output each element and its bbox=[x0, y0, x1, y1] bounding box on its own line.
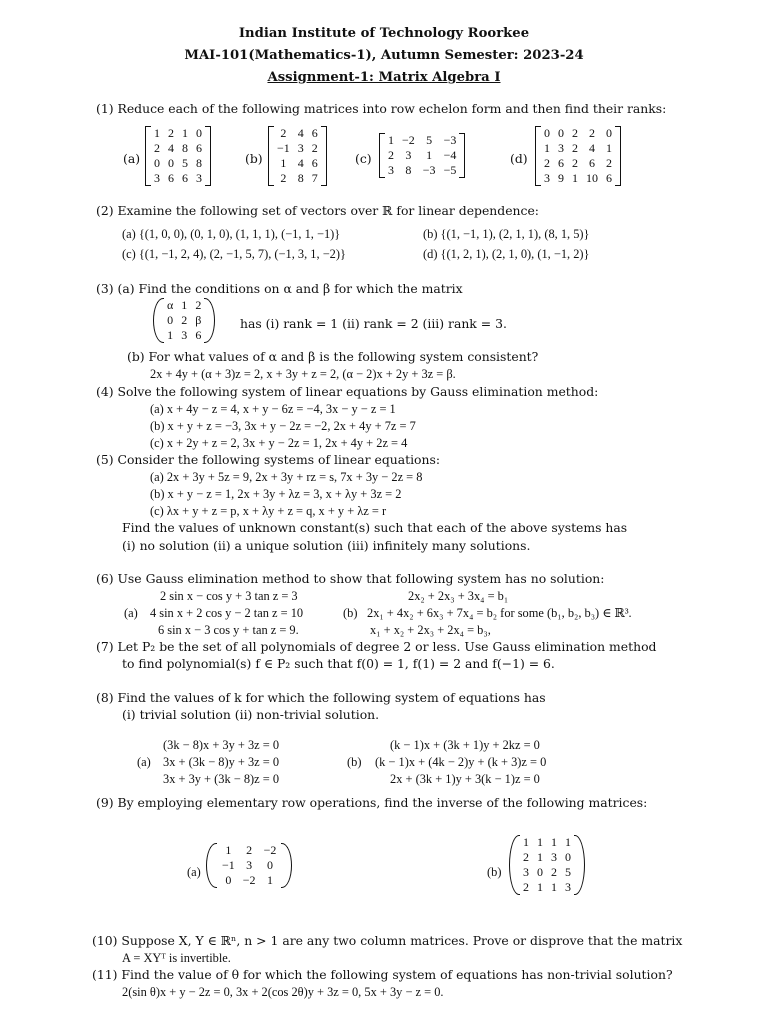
q1-matrix-d bbox=[535, 126, 621, 186]
q1-matrix-d-row bbox=[540, 156, 616, 171]
q9-matrix-a-row bbox=[218, 858, 280, 873]
q1-matrix-c-cell: −5 bbox=[443, 163, 457, 177]
q6-b-eq1: 2x₂ + 2x₃ + 3x₄ = b₁ bbox=[408, 589, 509, 603]
q3-matrix-cell: 0 bbox=[167, 313, 174, 327]
q3-a-text: (3) (a) Find the conditions on α and β for which the matrix bbox=[96, 281, 463, 296]
q3-matrix-cell: α bbox=[167, 298, 174, 312]
q3-matrix-cell: β bbox=[195, 313, 202, 327]
q1-matrix-a-cell: 2 bbox=[168, 126, 174, 140]
q1-label-d: (d) bbox=[510, 151, 528, 166]
q9-matrix-a-cell: −1 bbox=[222, 858, 235, 872]
q1-matrix-a-cell: 1 bbox=[154, 126, 160, 140]
q9-b-label: (b) bbox=[487, 865, 502, 879]
q1-matrix-c-cell: 1 bbox=[426, 148, 433, 162]
q1-matrix-a-cell: 0 bbox=[168, 156, 174, 170]
q3-matrix-cell: 6 bbox=[195, 328, 202, 342]
q9-matrix-a-cell: 3 bbox=[246, 858, 253, 872]
q1-matrix-a-cell: 6 bbox=[182, 171, 188, 185]
q1-matrix-b-cell: 4 bbox=[297, 126, 304, 140]
q1-matrix-d-cell: 0 bbox=[606, 126, 612, 140]
q3-matrix-row bbox=[163, 328, 205, 343]
q1-matrix-b-cell: 6 bbox=[311, 156, 318, 170]
q1-matrix-c-cell: −4 bbox=[443, 148, 457, 162]
q1-matrix-d-cell: 3 bbox=[558, 141, 564, 155]
q2-d: (d) {(1, 2, 1), (2, 1, 0), (1, −1, 2)} bbox=[423, 247, 590, 261]
q8-b-eq3: 2x + (3k + 1)y + 3(k − 1)z = 0 bbox=[390, 772, 540, 786]
q9-matrix-b bbox=[509, 835, 585, 895]
q1-matrix-a-row bbox=[150, 141, 206, 156]
q3-matrix bbox=[153, 298, 215, 343]
q3-matrix-cell: 3 bbox=[181, 328, 188, 342]
q9-matrix-b-cell: 1 bbox=[537, 835, 543, 849]
q5-text: (5) Consider the following systems of linear equations: bbox=[96, 452, 441, 467]
q1-matrix-d-cell: 6 bbox=[589, 156, 595, 170]
q1-matrix-c-row bbox=[384, 148, 460, 163]
q1-matrix-b-row bbox=[273, 126, 322, 141]
q6-a-eq1: 2 sin x − cos y + 3 tan z = 3 bbox=[160, 589, 298, 603]
q9-text: (9) By employing elementary row operations, find the inverse of the following matrices: bbox=[96, 795, 648, 810]
q1-matrix-d-row bbox=[540, 126, 616, 141]
q1-matrix-b-cell: 2 bbox=[280, 126, 287, 140]
q1-matrix-b-row bbox=[273, 156, 322, 171]
q3-a-conditions: has (i) rank = 1 (ii) rank = 2 (iii) rank = 3. bbox=[240, 316, 507, 331]
q1-matrix-a-cell: 4 bbox=[168, 141, 174, 155]
q4-a: (a) x + 4y − z = 4, x + y − 6z = −4, 3x − y − z = 1 bbox=[150, 402, 396, 416]
q9-matrix-a-cell: 1 bbox=[225, 843, 232, 857]
q1-matrix-d-cell: 2 bbox=[572, 156, 578, 170]
q9-matrix-a-cell: 2 bbox=[246, 843, 253, 857]
q8-line2: (i) trivial solution (ii) non-trivial solution. bbox=[122, 707, 380, 722]
q11-line1: (11) Find the value of θ for which the following system of equations has non-trivial solution? bbox=[92, 967, 673, 982]
q1-matrix-c-cell: 3 bbox=[388, 163, 394, 177]
q1-matrix-c-cell: 2 bbox=[388, 148, 394, 162]
q9-matrix-b-cell: 2 bbox=[523, 880, 529, 894]
q1-matrix-d-cell: 2 bbox=[572, 141, 578, 155]
q3-matrix-row bbox=[163, 298, 205, 313]
q10-line2: A = XYᵀ is invertible. bbox=[122, 951, 231, 965]
q1-matrix-d-cell: 2 bbox=[544, 156, 550, 170]
q1-matrix-c-cell: 3 bbox=[405, 148, 412, 162]
q3-matrix-cell: 1 bbox=[167, 328, 174, 342]
q1-matrix-d-cell: 2 bbox=[589, 126, 595, 140]
q1-matrix-b-cell: 7 bbox=[311, 171, 318, 185]
course-title: MAI-101(Mathematics-1), Autumn Semester: 2023-24 bbox=[184, 48, 584, 63]
q9-matrix-a-row bbox=[218, 843, 280, 858]
q9-matrix-b-cell: 0 bbox=[565, 850, 571, 864]
q1-matrix-a-cell: 3 bbox=[154, 171, 160, 185]
q8-b-eq2: (k − 1)x + (4k − 2)y + (k + 3)z = 0 bbox=[375, 755, 547, 769]
q9-matrix-b-row bbox=[519, 865, 575, 880]
q1-matrix-d-cell: 0 bbox=[558, 126, 564, 140]
q1-matrix-c-cell: −3 bbox=[443, 133, 457, 147]
q9-matrix-b-cell: 1 bbox=[551, 835, 557, 849]
q9-matrix-b-cell: 5 bbox=[565, 865, 571, 879]
q1-matrix-b-cell: −1 bbox=[277, 141, 290, 155]
q1-matrix-a-cell: 3 bbox=[196, 171, 202, 185]
q11-line2: 2(sin θ)x + y − 2z = 0, 3x + 2(cos 2θ)y + 3z = 0, 5x + 3y − z = 0. bbox=[122, 985, 444, 999]
q1-matrix-b-row bbox=[273, 171, 322, 186]
q1-matrix-b-cell: 2 bbox=[280, 171, 287, 185]
q8-line1: (8) Find the values of k for which the following system of equations has bbox=[96, 690, 546, 705]
q1-matrix-b-cell: 2 bbox=[311, 141, 318, 155]
q1-label-b: (b) bbox=[245, 151, 263, 166]
q7-line1: (7) Let P₂ be the set of all polynomials of degree 2 or less. Use Gauss elimination method bbox=[96, 639, 657, 654]
q1-matrix-d-cell: 1 bbox=[544, 141, 550, 155]
q1-matrix-a-row bbox=[150, 171, 206, 186]
q1-matrix-d-row bbox=[540, 141, 616, 156]
q9-matrix-b-row bbox=[519, 835, 575, 850]
q1-matrix-c-row bbox=[384, 163, 460, 178]
q8-a-eq3: 3x + 3y + (3k − 8)z = 0 bbox=[163, 772, 280, 786]
q9-matrix-b-cell: 1 bbox=[523, 835, 529, 849]
q5-a: (a) 2x + 3y + 5z = 9, 2x + 3y + rz = s, 7x + 3y − 2z = 8 bbox=[150, 470, 423, 484]
q5-b: (b) x + y − z = 1, 2x + 3y + λz = 3, x + λy + 3z = 2 bbox=[150, 487, 402, 501]
q9-matrix-b-cell: 1 bbox=[537, 850, 543, 864]
q9-matrix-b-cell: 1 bbox=[537, 880, 543, 894]
q9-matrix-a-cell: 1 bbox=[266, 873, 273, 887]
q9-matrix-b-cell: 1 bbox=[565, 835, 571, 849]
q1-matrix-c-cell: −2 bbox=[402, 133, 415, 147]
q1-matrix-d-cell: 1 bbox=[572, 171, 578, 185]
q9-matrix-b-cell: 0 bbox=[537, 865, 543, 879]
q8-b-label: (b) bbox=[347, 755, 362, 769]
q1-matrix-a-row bbox=[150, 126, 206, 141]
q9-matrix-b-cell: 3 bbox=[565, 880, 571, 894]
q3-matrix-cell: 2 bbox=[181, 313, 188, 327]
q1-matrix-a-cell: 6 bbox=[196, 141, 202, 155]
q9-matrix-a-cell: 0 bbox=[266, 858, 273, 872]
q9-matrix-b-cell: 2 bbox=[523, 850, 529, 864]
q5-cases: (i) no solution (ii) a unique solution (iii) infinitely many solutions. bbox=[122, 538, 531, 553]
q6-b-eq2: 2x₁ + 4x₂ + 6x₃ + 7x₄ = b₂ for some (b₁, b₂, b₃) ∈ ℝ³. bbox=[367, 606, 632, 620]
q2-text: (2) Examine the following set of vectors over ℝ for linear dependence: bbox=[96, 203, 539, 218]
q4-text: (4) Solve the following system of linear equations by Gauss elimination method: bbox=[96, 384, 599, 399]
q9-matrix-a-cell: −2 bbox=[242, 873, 256, 887]
institute-name: Indian Institute of Technology Roorkee bbox=[238, 26, 530, 41]
q5-find: Find the values of unknown constant(s) such that each of the above systems has bbox=[122, 520, 628, 535]
q1-matrix-d-cell: 2 bbox=[606, 156, 612, 170]
q8-b-eq1: (k − 1)x + (3k + 1)y + 2kz = 0 bbox=[390, 738, 540, 752]
q2-b: (b) {(1, −1, 1), (2, 1, 1), (8, 1, 5)} bbox=[423, 227, 590, 241]
q9-matrix-b-cell: 1 bbox=[551, 880, 557, 894]
q7-line2: to find polynomial(s) f ∈ P₂ such that f(0) = 1, f(1) = 2 and f(−1) = 6. bbox=[122, 656, 555, 671]
q1-matrix-b-cell: 3 bbox=[297, 141, 304, 155]
q1-matrix-b-cell: 8 bbox=[297, 171, 304, 185]
q9-matrix-a-cell: −2 bbox=[263, 843, 277, 857]
q1-matrix-d-cell: 2 bbox=[572, 126, 578, 140]
q1-matrix-b-cell: 4 bbox=[297, 156, 304, 170]
q9-matrix-a-row bbox=[218, 873, 280, 888]
q3-b-equations: 2x + 4y + (α + 3)z = 2, x + 3y + z = 2, (α − 2)x + 2y + 3z = β. bbox=[150, 367, 456, 381]
q1-matrix-a-cell: 0 bbox=[196, 126, 202, 140]
q6-a-eq2: 4 sin x + 2 cos y − 2 tan z = 10 bbox=[150, 606, 304, 620]
q1-matrix-d-cell: 10 bbox=[586, 171, 598, 185]
q1-matrix-a-row bbox=[150, 156, 206, 171]
q1-matrix-d-cell: 6 bbox=[558, 156, 564, 170]
q6-b-eq3: x₁ + x₂ + 2x₃ + 2x₄ = b₃, bbox=[370, 623, 491, 637]
q8-a-eq2: 3x + (3k − 8)y + 3z = 0 bbox=[163, 755, 280, 769]
q3-matrix-cell: 2 bbox=[195, 298, 202, 312]
q3-matrix-cell: 1 bbox=[181, 298, 188, 312]
q1-matrix-b-row bbox=[273, 141, 322, 156]
q1-matrix-a-cell: 8 bbox=[196, 156, 202, 170]
q1-matrix-a-cell: 0 bbox=[154, 156, 160, 170]
q1-matrix-c-cell: −3 bbox=[422, 163, 436, 177]
q9-matrix-b-row bbox=[519, 880, 575, 895]
q10-line1: (10) Suppose X, Y ∈ ℝⁿ, n > 1 are any two column matrices. Prove or disprove that the matrix bbox=[92, 933, 683, 948]
q1-matrix-c-cell: 1 bbox=[388, 133, 394, 147]
q1-matrix-a-cell: 1 bbox=[182, 126, 188, 140]
q1-matrix-d-cell: 9 bbox=[558, 171, 564, 185]
q1-matrix-a bbox=[145, 126, 211, 186]
q8-a-eq1: (3k − 8)x + 3y + 3z = 0 bbox=[163, 738, 280, 752]
q3-b-text: (b) For what values of α and β is the following system consistent? bbox=[127, 349, 539, 364]
q9-matrix-a-cell: 0 bbox=[225, 873, 232, 887]
q1-label-c: (c) bbox=[355, 151, 372, 166]
assignment-title: Assignment-1: Matrix Algebra I bbox=[267, 70, 501, 85]
q9-matrix-b-cell: 3 bbox=[551, 850, 557, 864]
q1-matrix-d-cell: 3 bbox=[544, 171, 550, 185]
q3-matrix-row bbox=[163, 313, 205, 328]
q9-a-label: (a) bbox=[187, 865, 201, 879]
q1-matrix-b-cell: 6 bbox=[311, 126, 318, 140]
q1-matrix-c-cell: 5 bbox=[426, 133, 433, 147]
q1-matrix-b-cell: 1 bbox=[280, 156, 287, 170]
q1-matrix-d-cell: 4 bbox=[589, 141, 595, 155]
q2-c: (c) {(1, −1, 2, 4), (2, −1, 5, 7), (−1, 3, 1, −2)} bbox=[122, 247, 346, 261]
q1-matrix-b bbox=[268, 126, 327, 186]
q1-matrix-c-cell: 8 bbox=[405, 163, 412, 177]
q1-matrix-d-cell: 0 bbox=[544, 126, 550, 140]
q1-matrix-a-cell: 6 bbox=[168, 171, 174, 185]
q1-matrix-a-cell: 8 bbox=[182, 141, 188, 155]
q9-matrix-b-cell: 2 bbox=[551, 865, 557, 879]
q8-a-label: (a) bbox=[137, 755, 151, 769]
q1-text: (1) Reduce each of the following matrices into row echelon form and then find their ranks: bbox=[96, 101, 667, 116]
q1-matrix-d-cell: 1 bbox=[606, 141, 612, 155]
q2-a: (a) {(1, 0, 0), (0, 1, 0), (1, 1, 1), (−1, 1, −1)} bbox=[122, 227, 341, 241]
q6-a-eq3: 6 sin x − 3 cos y + tan z = 9. bbox=[158, 623, 299, 637]
q9-matrix-a bbox=[206, 843, 292, 888]
q4-c: (c) x + 2y + z = 2, 3x + y − 2z = 1, 2x + 4y + 2z = 4 bbox=[150, 436, 408, 450]
q1-matrix-c-row bbox=[384, 133, 460, 148]
q6-b-label: (b) bbox=[343, 606, 358, 620]
q1-label-a: (a) bbox=[123, 151, 141, 166]
q1-matrix-a-cell: 5 bbox=[182, 156, 188, 170]
q9-matrix-b-cell: 3 bbox=[523, 865, 529, 879]
q1-matrix-d-cell: 6 bbox=[606, 171, 612, 185]
q1-matrix-d-row bbox=[540, 171, 616, 186]
q9-matrix-b-row bbox=[519, 850, 575, 865]
q4-b: (b) x + y + z = −3, 3x + y − 2z = −2, 2x + 4y + 7z = 7 bbox=[150, 419, 416, 433]
q1-matrix-a-cell: 2 bbox=[154, 141, 160, 155]
q6-text: (6) Use Gauss elimination method to show that following system has no solution: bbox=[96, 571, 605, 586]
q6-a-label: (a) bbox=[124, 606, 138, 620]
q5-c: (c) λx + y + z = p, x + λy + z = q, x + y + λz = r bbox=[150, 504, 387, 518]
q1-matrix-c bbox=[379, 133, 465, 178]
